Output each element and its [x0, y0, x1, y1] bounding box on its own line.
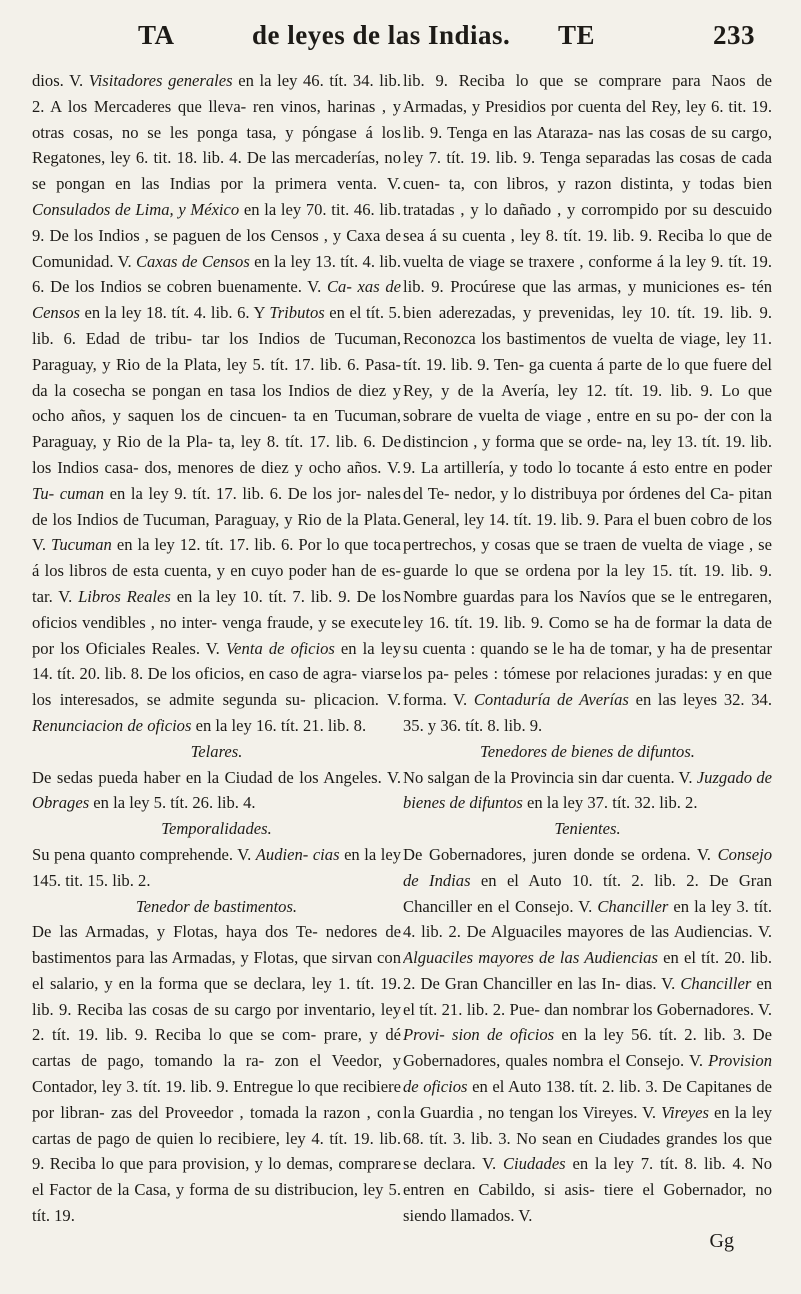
signature-mark: Gg: [709, 1229, 734, 1252]
header-left-index: TA: [138, 20, 175, 50]
heading-tenedores-difuntos: Tenedores de bienes de difuntos.: [480, 741, 695, 761]
entry-tenedor-bastimentos: De las Armadas, y Flotas, haya dos Te- nedores de bastimentos para las Armadas, y Flotas, que sirvan con el salario, y en la forma que se declara, ley 1. tít. 19. lib. 9. Reciba las cosas de su cargo por inventario, ley 2. tít. 19. lib. 9. Reciba lo que se com- prare, y dé cartas de pago, tomando la ra- zon el Veedor, y Contador, ley 3. tít. 19. lib. 9. Entregue lo que recibiere por libran- zas del Proveedor , tomada la razon , con cartas de pago de quien lo recibiere, ley 4. tít. 19. lib. 9. Reciba lo que para provision, y lo demas, comprare el Factor de la Casa, y forma de su distribucion, ley 5. tít. 19.: [32, 922, 401, 1226]
heading-tenientes: Tenientes.: [554, 819, 621, 839]
header-right-index: TE: [558, 20, 596, 50]
entry-telares: De sedas pueda haber en la Ciudad de los Angeles. V. Obrages en la ley 5. tít. 26. lib. 4.: [32, 767, 401, 813]
left-column: [32, 68, 401, 1278]
heading-telares: Telares.: [190, 741, 243, 761]
right-column: [403, 68, 772, 1278]
entry-tenientes: De Gobernadores, juren donde se ordena. V. Consejo de Indias en el Auto 10. tít. 2. lib. 2. De Gran Chanciller en el Consejo. V. Chanciller en la ley 3. tít. 4. lib. 2. De Alguaciles mayores de las Audiencias. V. Alguaciles mayores de las Audiencias en el tít. 20. lib. 2. De Gran Chanciller en las In- dias. V. Chanciller en el tít. 21. lib. 2. Pue- dan nombrar los Gobernadores. V. Provi- sion de oficios en la ley 56. tít. 2. lib. 3. De Gobernadores, quales nombra el Consejo. V. Provision de oficios en el Auto 138. tít. 2. lib. 3. De Capitanes de la Guardia , no tengan los Vireyes. V. Vireyes en la ley 68. tít. 3. lib. 3. No sean en Ciudades grandes los que se declara. V. Ciudades en la ley 7. tít. 8. lib. 4. No entren en Cabildo, si asis- tiere el Gobernador, no siendo llamados. V.: [403, 844, 772, 1226]
entry-tenedores-difuntos: No salgan de la Provincia sin dar cuenta. V. Juzgado de bienes de difuntos en la ley 37. tít. 32. lib. 2.: [403, 767, 772, 813]
header-title: de leyes de las Indias.: [252, 20, 511, 50]
entry-tenedor-continued: lib. 9. Reciba lo que se comprare para Naos de Armadas, y Presidios por cuenta del Rey, ley 6. tit. 19. lib. 9. Tenga en las Ataraza- nas las cosas de su cargo, ley 7. tít. 19. lib. 9. Tenga separadas las cosas de cada cuen- ta, con libros, y razon distinta, y todas bien tratadas , y lo dañado , y corrompido por su descuido sea á su cuenta , ley 8. tít. 19. lib. 9. Reciba lo que de vuelta de viage se traxere , conforme á la ley 9. tít. 19. lib. 9. Procúrese que las armas, y municiones es- tén bien aderezadas, y prevenidas, ley 10. tít. 19. lib. 9. Reconozca los bastimentos de vuelta de viage, ley 11. tít. 19. lib. 9. Ten- ga cuenta á parte de lo que fuere del Rey, y de la Avería, ley 12. tít. 19. lib. 9. Lo que sobrare de vuelta de viage , entre en su po- der con la distincion , y forma que se orde- na, ley 13. tít. 19. lib. 9. La artillería, y todo lo tocante á esto entre en poder del Te- nedor, y lo distribuya por órdenes del Ca- pitan General, ley 14. tít. 19. lib. 9. Para el buen cobro de los pertrechos, y cosas que se traen de vuelta de viage , se guarde lo que se ordena por la ley 15. tít. 19. lib. 9. Nombre guardas para los Navíos que se le entregaren, ley 16. tít. 19. lib. 9. Como se ha de formar la data de su cuenta : quando se le ha de tomar, y ha de presentar los pa- peles : tómese por relaciones juradas: y en que forma. V. Contaduría de Averías en las leyes 32. 34. 35. y 36. tít. 8. lib. 9.: [403, 71, 772, 735]
entry-tasa: dios. V. Visitadores generales en la ley 46. tít. 34. lib. 2. A los Mercaderes que lleva- ren vinos, harinas , y otras cosas, no se les ponga tasa, y póngase á los Regatones, ley 6. tit. 18. lib. 4. De las mercaderías, no se pongan en las Indias por la primera venta. V. Consulados de Lima, y México en la ley 70. tit. 46. lib. 9. De los Indios , se paguen de los Censos , y Caxa de Comunidad. V. Caxas de Censos en la ley 13. tít. 4. lib. 6. De los Indios se cobren buenamente. V. Ca- xas de Censos en la ley 18. tít. 4. lib. 6. Y Tributos en el tít. 5. lib. 6. Edad de tribu- tar los Indios de Tucuman, Paraguay, y Rio de la Plata, ley 5. tít. 17. lib. 6. Pasa- da la cosecha se pongan en tasa los Indios de diez y ocho años, y saquen los de cincuen- ta en Tucuman, Paraguay, y Rio de la Pla- ta, ley 8. tít. 17. lib. 6. De los Indios casa- dos, menores de diez y ocho años. V. Tu- cuman en la ley 9. tít. 17. lib. 6. De los jor- nales de los Indios de Tucuman, Paraguay, y Rio de la Plata. V. Tucuman en la ley 12. tít. 17. lib. 6. Por lo que toca á los libros de esta cuenta, y en cuyo poder han de es- tar. V. Libros Reales en la ley 10. tít. 7. lib. 9. De los oficios vendibles , no inter- venga fraude, y se execute por los Oficiales Reales. V. Venta de oficios en la ley 14. tít. 20. lib. 8. De los oficios, en caso de agra- viarse los interesados, se admite segunda su- plicacion. V. Renunciacion de oficios en la ley 16. tít. 21. lib. 8.: [32, 71, 401, 735]
heading-temporalidades: Temporalidades.: [161, 819, 272, 839]
heading-tenedor-bastimentos: Tenedor de bastimentos.: [135, 896, 298, 916]
running-header: [0, 20, 801, 60]
entry-temporalidades: Su pena quanto comprehende. V. Audien- cias en la ley 145. tit. 15. lib. 2.: [32, 844, 401, 890]
page-number: 233: [713, 20, 755, 50]
